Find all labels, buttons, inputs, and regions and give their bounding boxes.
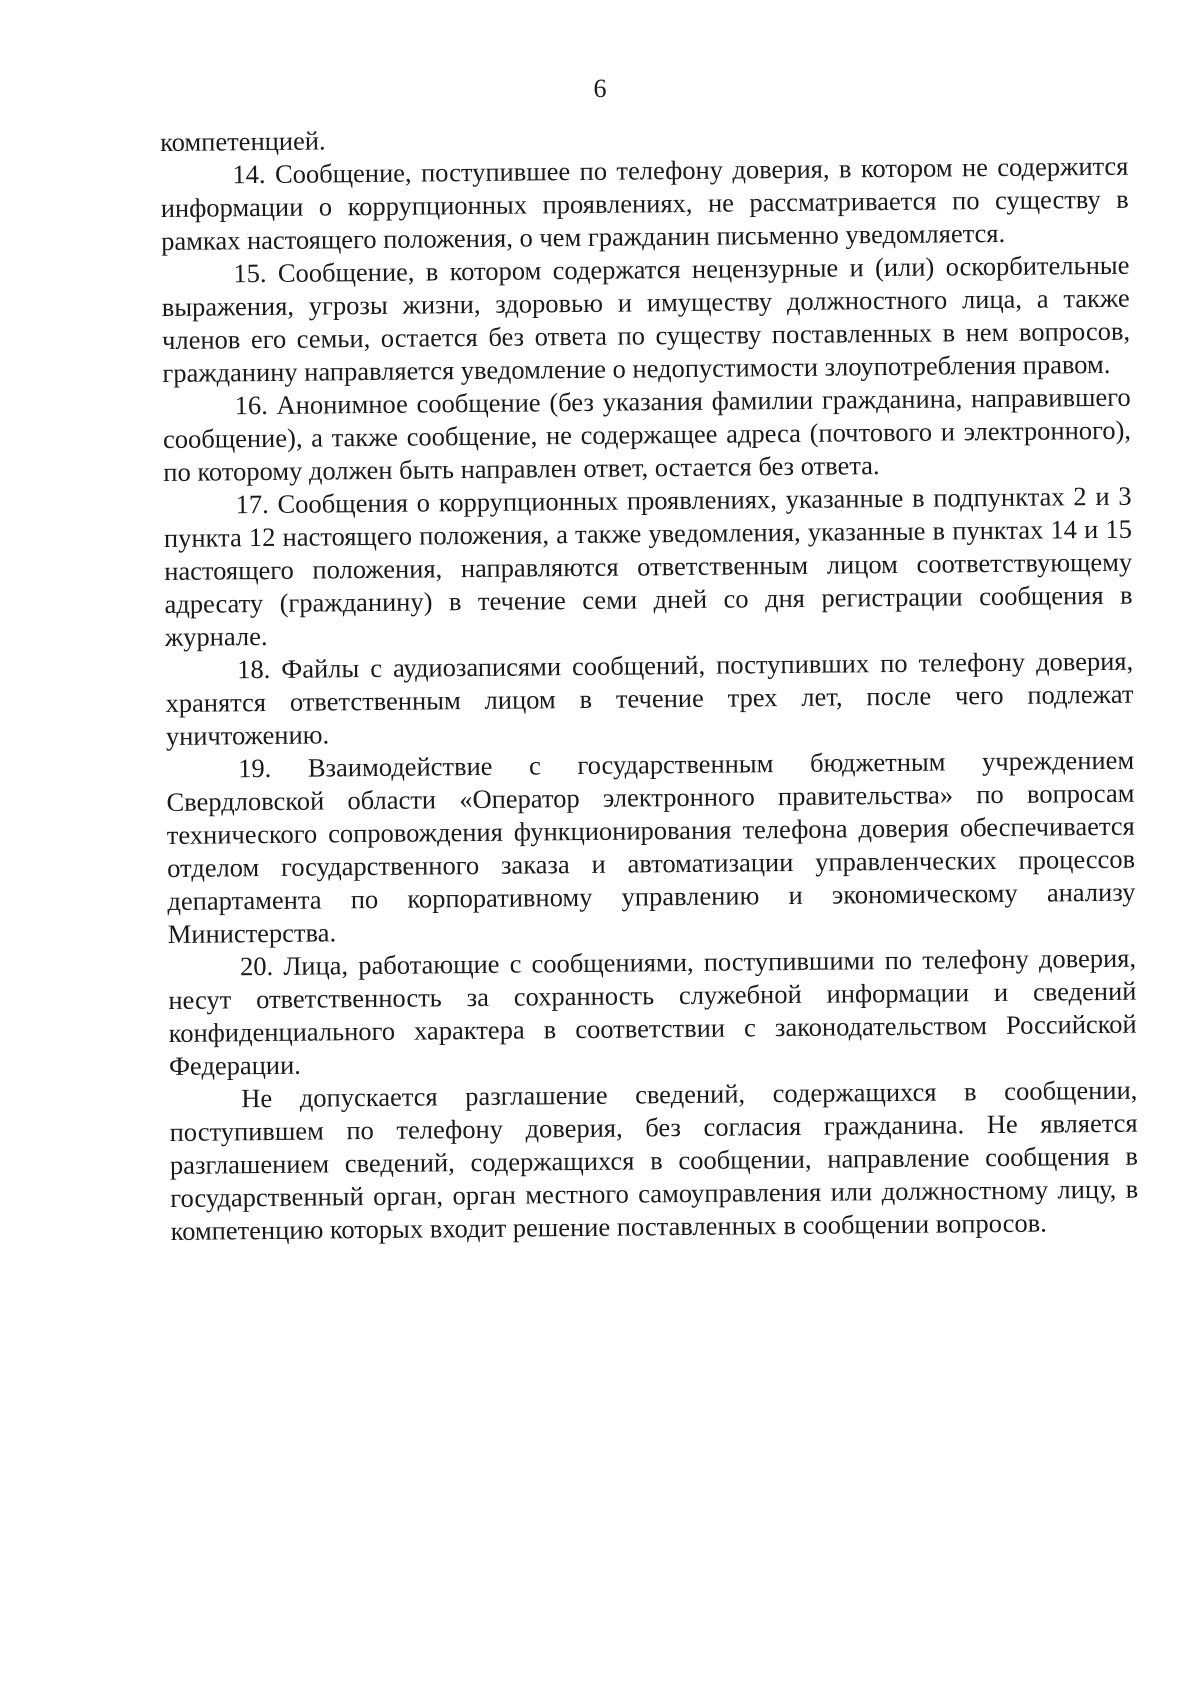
paragraph-17: 17. Сообщения о коррупционных проявлениях, указанные в подпунктах 2 и 3 пункта 12 настоящего положения, а также уведомления, указанные в пунктах 14 и 15 настоящего положения, направляются ответственным лицом соответствующему адресату (гражданину) в течение семи дней со дня регистрации сообщения в журнале. — [163, 480, 1133, 652]
paragraph-16: 16. Анонимное сообщение (без указания фамилии гражданина, направившего сообщение), а также сообщение, не содержащее адреса (почтового и электронного), по которому должен быть направлен ответ, остается без ответа. — [162, 381, 1132, 487]
paragraph-20: 20. Лица, работающие с сообщениями, поступившими по телефону доверия, несут ответственность за сохранность служебной информации и сведений конфиденциального характера в соответствии с законодательством Российской Федерации. — [168, 942, 1137, 1081]
paragraph-disclosure: Не допускается разглашение сведений, содержащихся в сообщении, поступившем по телефону доверия, без согласия гражданина. Не является разглашением сведений, содержащихся в сообщении, направление сообщения в государственный орган, орган местного самоуправления или должностному лицу, в компетенцию которых входит решение поставленных в сообщении вопросов. — [169, 1074, 1139, 1246]
paragraph-15: 15. Сообщение, в котором содержатся нецензурные и (или) оскорбительные выражения, угрозы жизни, здоровью и имуществу должностного лица, а также членов его семьи, остается без ответа по существу поставленных в нем вопросов, гражданину направляется уведомление о недопустимости злоупотребления правом. — [161, 249, 1131, 388]
paragraph-18: 18. Файлы с аудиозаписями сообщений, поступивших по телефону доверия, хранятся ответственным лицом в течение трех лет, после чего подлежат уничтожению. — [165, 645, 1134, 751]
paragraph-19: 19. Взаимодействие с государственным бюджетным учреждением Свердловской области «Оператор электронного правительства» по вопросам технического сопровождения функционирования телефона доверия обеспечивается отделом государственного заказа и автоматизации управленческих процессов департамента по корпоративному управлению и экономическому анализу Министерства. — [166, 744, 1136, 949]
paragraph-continuation: компетенцией. — [160, 125, 326, 157]
page-number: 6 — [593, 74, 607, 103]
document-body — [160, 117, 1139, 1248]
paragraph-14: 14. Сообщение, поступившее по телефону доверия, в котором не содержится информации о коррупционных проявлениях, не рассматривается по существу в рамках настоящего положения, о чем гражданин письменно уведомляется. — [160, 150, 1129, 256]
